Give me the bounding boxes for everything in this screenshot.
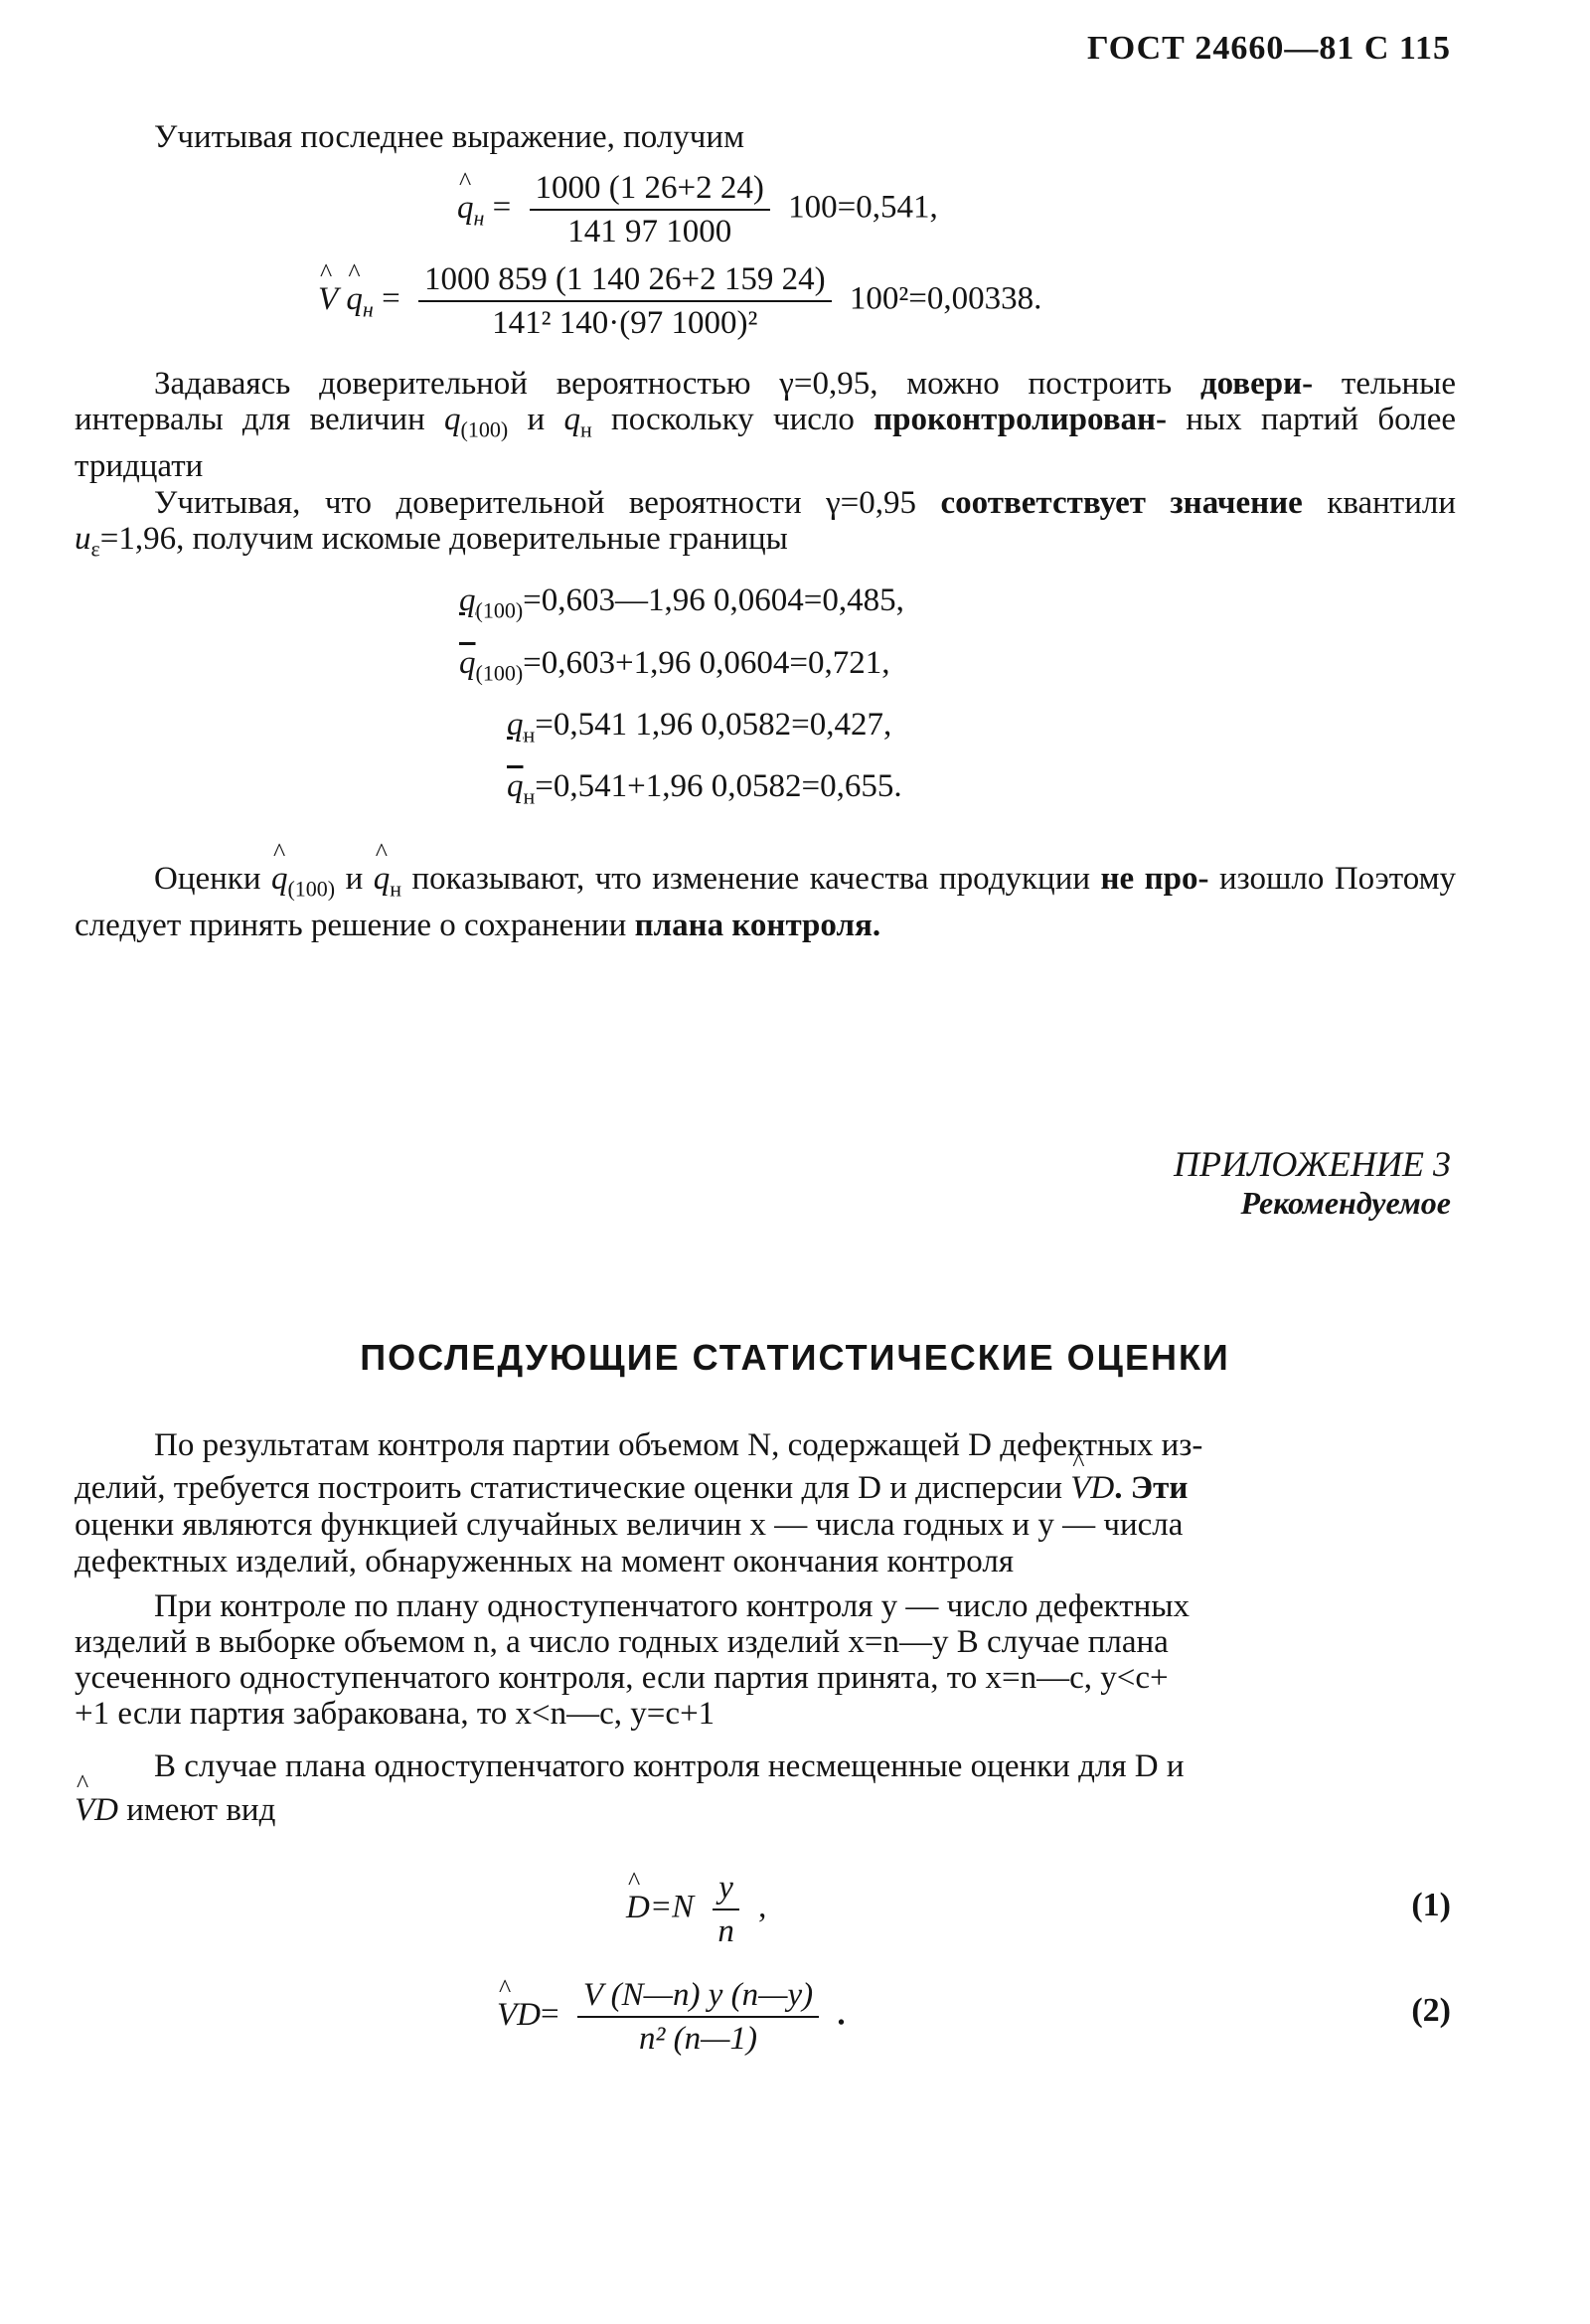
- equation-1-fraction: $\frac{y}{n}$: [712, 1869, 740, 1950]
- paragraph-unbiased-estimates: В случае плана одноступенчатого контроля несмещенные оценки для D и ^ VD имеют вид: [75, 1744, 1456, 1832]
- paragraph-confidence-intervals: Задаваясь доверительной вероятностью γ=0,95, можно построить довери- тельные интервалы для величин $q_{(100)}$ и $q_н$ поскольку число проконтролирован- ных партий более тридцати: [75, 366, 1456, 484]
- formula-vqn-result: 100²=0,00338.: [849, 280, 1042, 317]
- equation-1: ^ D=N $\frac{y}{n}$ ,: [626, 1869, 766, 1950]
- formula-vqn-denominator: 141² 140·(97 1000)²: [492, 305, 758, 341]
- paragraph-statistical-estimates: По результатам контроля партии объемом N, содержащей D дефектных из- делий, требуется построить статистические оценки для D и дисперсии ^ VD. Эти оценки являются функцией случайных величин x — числа годных и y — числа дефектных изделий, обнаруженных на момент окончания контроля: [75, 1427, 1456, 1580]
- formula-qn-numerator: 1000 (1 26+2 24): [530, 169, 770, 211]
- formula-qn-lhs: ^ $q_н$: [457, 189, 484, 238]
- paragraph-single-stage-plan: При контроле по плану одноступенчатого контроля y — число дефектных изделий в выборке объемом n, а число годных изделий x=n—y В случае плана усеченного одноступенчатого контроля, если партия принята, то x=n—c, y<c+ +1 если партия забракована, то x<n—c, y=c+1: [75, 1588, 1191, 1732]
- section-title: ПОСЛЕДУЮЩИЕ СТАТИСТИЧЕСКИЕ ОЦЕНКИ: [360, 1337, 1230, 1378]
- formula-vqn: ^ V ^ $q_н$ = $\frac{1000 859 (1 140 26+2 159 24)}{\text{141² 140·(97 1000)²}}$ 100²=0,00338.: [318, 260, 1041, 342]
- equation-2-number: (2): [1411, 1992, 1451, 2029]
- bound-lower-q100: $q_{(100)}=0,603—1,96$ 0,0604=0,485,: [459, 582, 904, 623]
- bound-lower-qn: $q_н=0,541$ 1,96 0,0582=0,427,: [507, 707, 892, 747]
- formula-qn-fraction: [530, 169, 770, 250]
- formula-qn-denominator: 141 97 1000: [567, 214, 732, 249]
- page-header: ГОСТ 24660—81 С 115: [1086, 30, 1451, 67]
- paragraph-quantile: Учитывая, что доверительной вероятности γ=0,95 соответствует значение квантили $u_\varepsilon=1,96$, получим искомые доверительные границы: [75, 485, 1457, 562]
- formula-qn: ^ $q_н$ = $\frac{1000 (1 26+2 24)}{141 97 1000}$ 100=0,541,: [457, 169, 938, 250]
- formula-vqn-lhs-v: ^ V: [318, 280, 338, 318]
- appendix-subtitle: Рекомендуемое: [1240, 1185, 1451, 1221]
- intro-line: Учитывая последнее выражение, получим: [154, 119, 744, 155]
- appendix-number: ПРИЛОЖЕНИЕ 3: [1174, 1144, 1451, 1184]
- equation-1-number: (1): [1411, 1887, 1451, 1923]
- formula-vqn-fraction: [418, 260, 832, 342]
- paragraph-conclusion: Оценки ^ $q_{(100)}$ и ^ $q_н$ показывают, что изменение качества продукции не про- изошло Поэтому следует принять решение о сохранении плана контроля.: [75, 861, 1456, 943]
- bound-upper-qn: $\overline{q}_н=0,541+1,96$ 0,0582=0,655.: [507, 768, 902, 809]
- bound-upper-q100: $\overline{q}_{(100)}=0,603+1,96$ 0,0604=0,721,: [459, 645, 890, 686]
- appendix-label: [1174, 1143, 1451, 1222]
- formula-vqn-numerator: 1000 859 (1 140 26+2 159 24): [418, 260, 832, 302]
- equation-2-fraction: $\frac{V (N—n) y (n—y)}{\text{n² (n—1)}}$: [577, 1976, 819, 2058]
- equation-2: ^ VD= $\frac{V (N—n) y (n—y)}{\text{n² (n—1)}}$ .: [497, 1976, 846, 2058]
- formula-qn-result: 100=0,541,: [788, 189, 938, 226]
- formula-vqn-lhs-q: ^ $q_н$: [346, 280, 373, 329]
